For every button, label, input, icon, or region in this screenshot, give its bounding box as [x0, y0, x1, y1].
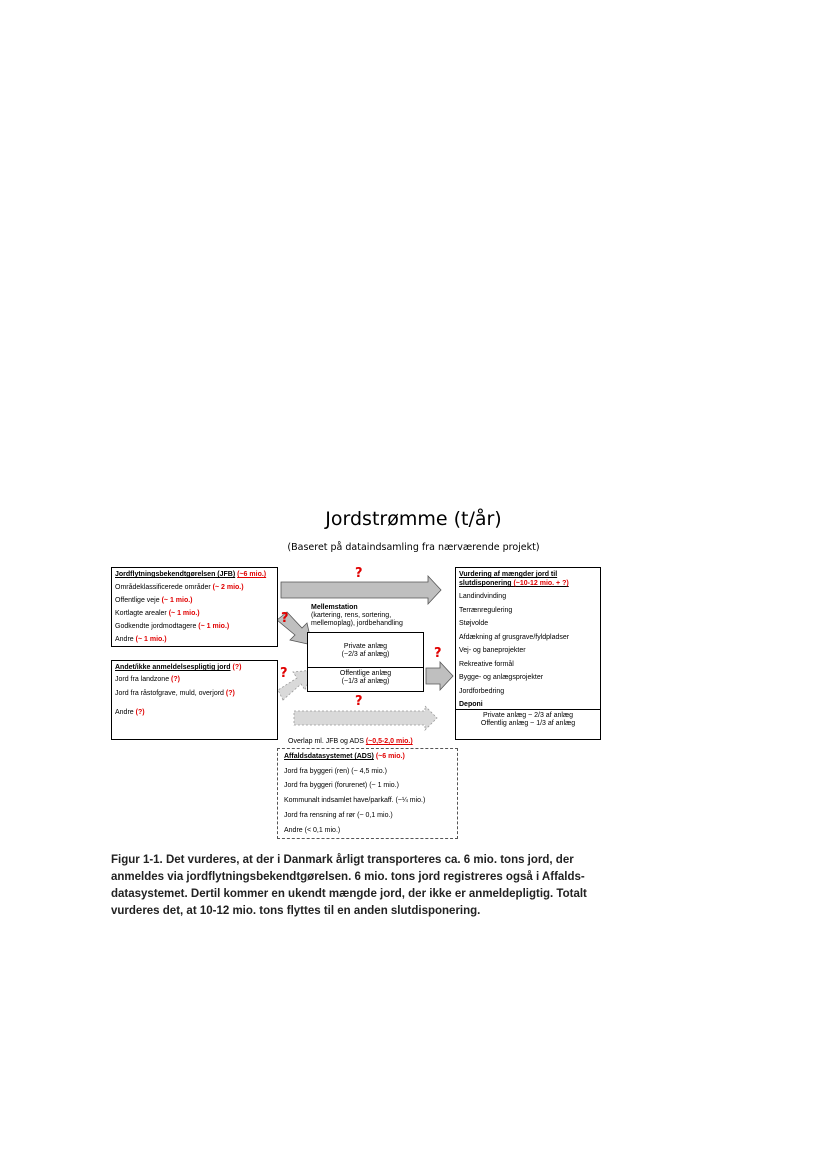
divider [308, 667, 423, 668]
disposal-footer-2: Offentlig anlæg ~ 1/3 af anlæg [480, 720, 576, 727]
jfb-header [115, 570, 274, 579]
ads-box [277, 748, 458, 839]
disposal-header [459, 570, 597, 588]
disposal-header-label: Vurdering af mængder jord til slutdisponering [459, 571, 558, 587]
disposal-footer-1: Private anlæg ~ 2/3 af anlæg [482, 712, 574, 719]
ads-item: Jord fra byggeri (ren) (~ 4,5 mio.) [284, 768, 387, 775]
ads-header [284, 752, 451, 761]
question-mark-mellemstation: ? [434, 646, 442, 661]
other-item-label: Jord fra råstofgrave, muld, overjord [115, 690, 224, 697]
figure-caption [111, 852, 591, 920]
diagram-subtitle: (Baseret på dataindsamling fra nærværende projekt) [287, 542, 540, 553]
other-item [115, 689, 274, 698]
other-item-amount: (?) [225, 690, 235, 697]
jfb-item [115, 609, 274, 618]
other-header [115, 663, 274, 672]
jfb-item-amount: (~ 2 mio.) [212, 584, 244, 591]
jfb-item-amount: (~ 1 mio.) [198, 623, 230, 630]
other-header-label: Andet/ikke anmeldelsespligtig jord [115, 664, 231, 671]
other-item-amount: (?) [171, 676, 180, 683]
public-facilities-share: (~1/3 af anlæg) [341, 678, 390, 685]
arrow-mellemstation-to-disposal [426, 662, 453, 690]
question-mark-other: ? [280, 666, 288, 681]
overlap-label [288, 737, 413, 746]
mellemstation-desc: (kartering, rens, sortering, mellemoplag), jordbehandling [311, 612, 403, 627]
other-item [115, 708, 274, 717]
mellemstation-title: Mellemstation [311, 604, 358, 611]
ads-header-amount: (~6 mio.) [375, 753, 405, 760]
disposal-item: Jordforbedring [459, 687, 505, 695]
private-facilities-share: (~2/3 af anlæg) [341, 651, 390, 658]
disposal-item: Afdækning af grusgrave/fyldpladser [459, 633, 570, 641]
jfb-item-amount: (~ 1 mio.) [168, 610, 200, 617]
mellemstation-box [307, 632, 424, 692]
arrow-other-to-disposal-dashed [294, 706, 437, 730]
jfb-header-amount: (~6 mio.) [237, 571, 267, 578]
disposal-item: Terrænregulering [459, 606, 513, 614]
jfb-box [111, 567, 278, 647]
other-item-label: Andre [115, 709, 134, 716]
public-facilities-label: Offentlige anlæg [339, 670, 392, 677]
jfb-item-amount: (~ 1 mio.) [135, 636, 167, 643]
jfb-item [115, 596, 274, 605]
jfb-item-label: Områdeklassificerede områder [115, 584, 211, 591]
caption-line: anmeldes via jordflytningsbekendtgørelsen. 6 mio. tons jord registreres også i Affalds- [111, 871, 585, 883]
jfb-item-amount: (~ 1 mio.) [161, 597, 193, 604]
ads-item: Jord fra rensning af rør (~ 0,1 mio.) [284, 812, 393, 819]
disposal-item: Vej- og baneprojekter [459, 647, 526, 654]
caption-line: Figur 1-1. Det vurderes, at der i Danmark årligt transporteres ca. 6 mio. tons jord, der [111, 854, 574, 866]
question-mark-jfb: ? [281, 611, 289, 626]
diagram-title: Jordstrømme (t/år) [325, 508, 502, 530]
jfb-item-label: Godkendte jordmodtagere [115, 623, 197, 630]
disposal-item: Deponi [459, 701, 483, 708]
jfb-item-label: Andre [115, 636, 134, 643]
ads-item: Andre (< 0,1 mio.) [284, 827, 341, 834]
ads-item: Kommunalt indsamlet have/parkaff. (~¼ mio.) [284, 797, 426, 804]
jfb-header-label: Jordflytningsbekendtgørelsen (JFB) [115, 571, 236, 578]
other-item [115, 675, 274, 684]
other-item-amount: (?) [135, 709, 145, 716]
disposal-header-amount: (~10-12 mio. + ?) [513, 580, 569, 587]
overlap-amount: (~0,5-2,0 mio.) [365, 738, 413, 745]
ads-item: Jord fra byggeri (forurenet) (~ 1 mio.) [284, 782, 399, 789]
disposal-footer-divider [455, 709, 601, 710]
disposal-item: Landindvinding [459, 593, 507, 600]
ads-header-label: Affaldsdatasystemet (ADS) [284, 753, 374, 760]
other-item-label: Jord fra landzone [115, 676, 170, 683]
question-mark-top: ? [355, 566, 363, 581]
disposal-item: Bygge- og anlægsprojekter [459, 674, 544, 681]
jfb-item-label: Kortlagte arealer [115, 610, 167, 617]
jfb-item [115, 583, 274, 592]
caption-line: vurderes det, at 10-12 mio. tons flyttes til en anden slutdisponering. [111, 905, 481, 917]
disposal-item: Støjvolde [459, 620, 489, 627]
disposal-item: Rekreative formål [459, 660, 514, 668]
jfb-item-label: Offentlige veje [115, 597, 160, 604]
private-facilities-label: Private anlæg [343, 643, 388, 650]
mellemstation-caption [311, 604, 423, 628]
overlap-text: Overlap ml. JFB og ADS [288, 738, 364, 745]
caption-line: datasystemet. Dertil kommer en ukendt mængde jord, der ikke er anmeldepligtig. Totalt [111, 888, 587, 900]
question-mark-bottom: ? [355, 694, 363, 709]
other-soil-box [111, 660, 278, 740]
jfb-item [115, 622, 274, 631]
other-header-amount: (?) [232, 664, 242, 671]
jfb-item [115, 635, 274, 644]
